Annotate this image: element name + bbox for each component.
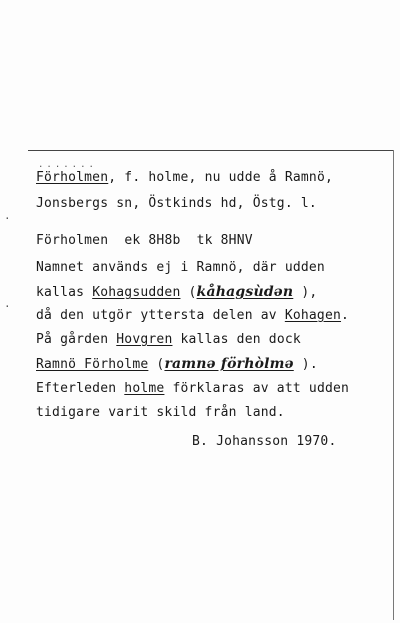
- card-top-edge: [28, 150, 394, 151]
- ref-tk: tk 8HNV: [196, 233, 253, 248]
- text: (: [148, 357, 165, 372]
- text: då den utgör yttersta delen av: [36, 308, 285, 323]
- text: kallas den dock: [172, 332, 301, 347]
- paragraph-line-1: Namnet används ej i Ramnö, där udden: [36, 260, 325, 275]
- dotted-mark: .......: [38, 160, 97, 170]
- card-right-edge: [393, 150, 394, 620]
- paragraph-line-2: [36, 284, 317, 300]
- term-kohagsudden: Kohagsudden: [92, 285, 181, 300]
- ref-name: Förholmen: [36, 233, 109, 248]
- paragraph-line-5: [36, 356, 318, 372]
- text: .: [341, 308, 350, 323]
- signature: B. Johansson 1970.: [192, 434, 337, 449]
- term-holme: holme: [124, 381, 165, 396]
- handwritten-pronunciation-2: ramnə förhòlmə: [164, 356, 294, 372]
- headword-line: [36, 170, 333, 185]
- paragraph-line-4: [36, 332, 301, 347]
- text: kallas: [36, 285, 93, 300]
- map-reference-line: [36, 233, 253, 248]
- text: Efterleden: [36, 381, 125, 396]
- text: På gården: [36, 332, 117, 347]
- paragraph-line-7: tidigare varit skild från land.: [36, 405, 285, 420]
- text: (: [180, 285, 197, 300]
- paragraph-line-3: [36, 308, 349, 323]
- ref-ek: ek 8H8b: [124, 233, 181, 248]
- text: ).: [293, 357, 318, 372]
- margin-mark: ·: [4, 300, 11, 313]
- text: ),: [293, 285, 318, 300]
- term-hovgren: Hovgren: [116, 332, 173, 347]
- term-kohagen: Kohagen: [284, 308, 342, 323]
- headword-description: , f. holme, nu udde å Ramnö,: [108, 170, 333, 185]
- location-line: Jonsbergs sn, Östkinds hd, Östg. l.: [36, 196, 317, 211]
- headword: Förholmen: [36, 170, 109, 185]
- text: förklaras av att udden: [164, 381, 350, 396]
- term-ramno-forholme: Ramnö Förholme: [36, 357, 149, 372]
- paragraph-line-6: [36, 381, 349, 396]
- margin-mark: ·: [4, 212, 11, 225]
- handwritten-pronunciation: kåhagsùdən: [196, 284, 294, 300]
